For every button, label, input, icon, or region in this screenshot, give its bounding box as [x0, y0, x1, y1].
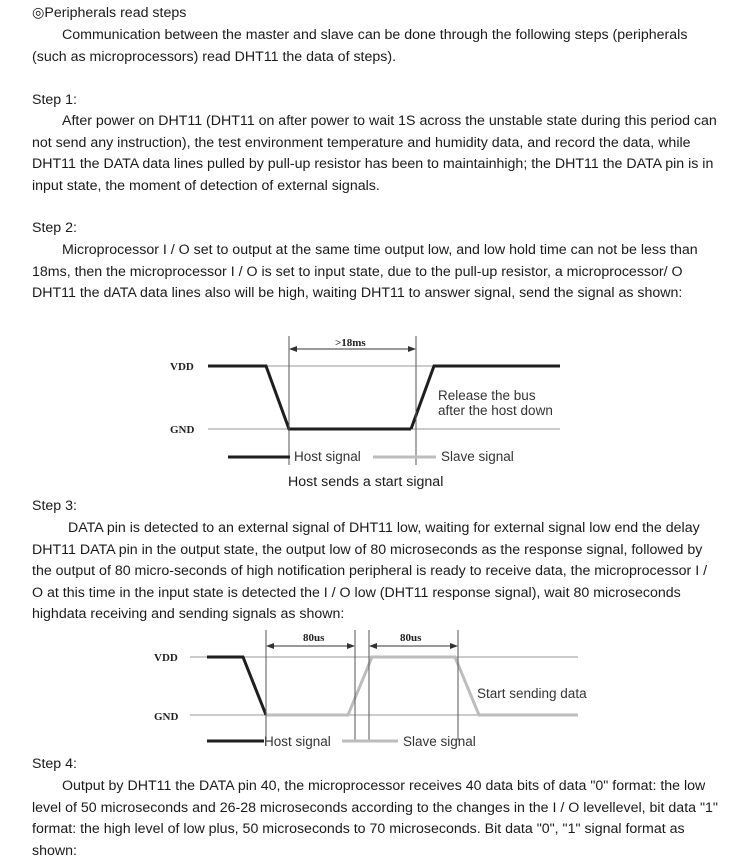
timing2-label-1: 80us — [303, 632, 325, 644]
vdd-label-2: VDD — [154, 652, 178, 664]
start-sending-note: Start sending data — [477, 686, 587, 701]
vdd-label: VDD — [170, 361, 194, 373]
timing-arrowhead-right — [408, 346, 416, 352]
legend2-slave-label: Slave signal — [403, 734, 476, 749]
release-note-line1: Release the bus — [438, 388, 536, 403]
timing2-arrow1-right — [347, 643, 355, 649]
step1-label: Step 1: — [32, 92, 77, 108]
timing2-arrow2-right — [450, 643, 458, 649]
step4-label: Step 4: — [32, 756, 77, 772]
figure1-caption: Host sends a start signal — [288, 474, 444, 490]
step1-text: After power on DHT11 (DHT11 on after power to wait 1S across the unstable state during this period can not send any instruction), the test environment temperature and humidity data, and record the data, while DHT11 the DATA data lines pulled by pull-up resistor has been to maintainhigh; the DHT11 the DATA pin is in input state, the moment of detection of external signals. — [32, 113, 717, 194]
legend-host-label: Host signal — [294, 449, 361, 464]
legend-slave-label: Slave signal — [441, 449, 514, 464]
step3-label: Step 3: — [32, 498, 77, 514]
step2-label: Step 2: — [32, 220, 77, 236]
release-note-line2: after the host down — [438, 403, 553, 418]
timing2-arrow1-left — [266, 643, 274, 649]
gnd-label: GND — [170, 424, 195, 436]
gnd-label-2: GND — [154, 711, 179, 723]
step3-text: DATA pin is detected to an external signal of DHT11 low, waiting for external signal low end the delay DHT11 DATA pin in the output state, the output low of 80 microseconds as the response signal, followed by the output of 80 micro-seconds of high notification peripheral is ready to receive data, the microprocessor I / O at this time in the input state is detected the I / O low (DHT11 response signal), wait 80 microseconds highdata receiving and sending signals as shown: — [32, 520, 708, 623]
host-waveform-2 — [207, 657, 266, 715]
timing2-label-2: 80us — [400, 632, 422, 644]
step4-text: Output by DHT11 the DATA pin 40, the microprocessor receives 40 data bits of data "0" format: the low level of 50 microseconds and 26-28 microseconds according to the changes in the I / O levellevel, bit data "1" format: the high level of low plus, 50 microseconds to 70 microseconds. Bit data "0", "1" signal format as shown: — [32, 778, 718, 859]
intro-heading: ◎Peripherals read steps — [32, 5, 187, 21]
host-waveform — [208, 366, 411, 429]
intro-text: Communication between the master and slave can be done through the following steps (peripherals (such as microprocessors) read DHT11 the data of steps). — [32, 27, 688, 65]
timing2-arrow2-left — [369, 643, 377, 649]
slave-waveform-2 — [266, 657, 578, 715]
timing-arrowhead-left — [289, 346, 297, 352]
timing-label: >18ms — [335, 337, 366, 349]
step2-text: Microprocessor I / O set to output at the same time output low, and low hold time can not be less than 18ms, then the microprocessor I / O is set to input state, due to the pull-up resistor, a microprocessor/ O DHT11 the dATA data lines also will be high, waiting DHT11 to answer signal, send the signal as shown: — [32, 242, 698, 302]
legend2-host-label: Host signal — [264, 734, 331, 749]
slave-waveform — [411, 366, 560, 429]
